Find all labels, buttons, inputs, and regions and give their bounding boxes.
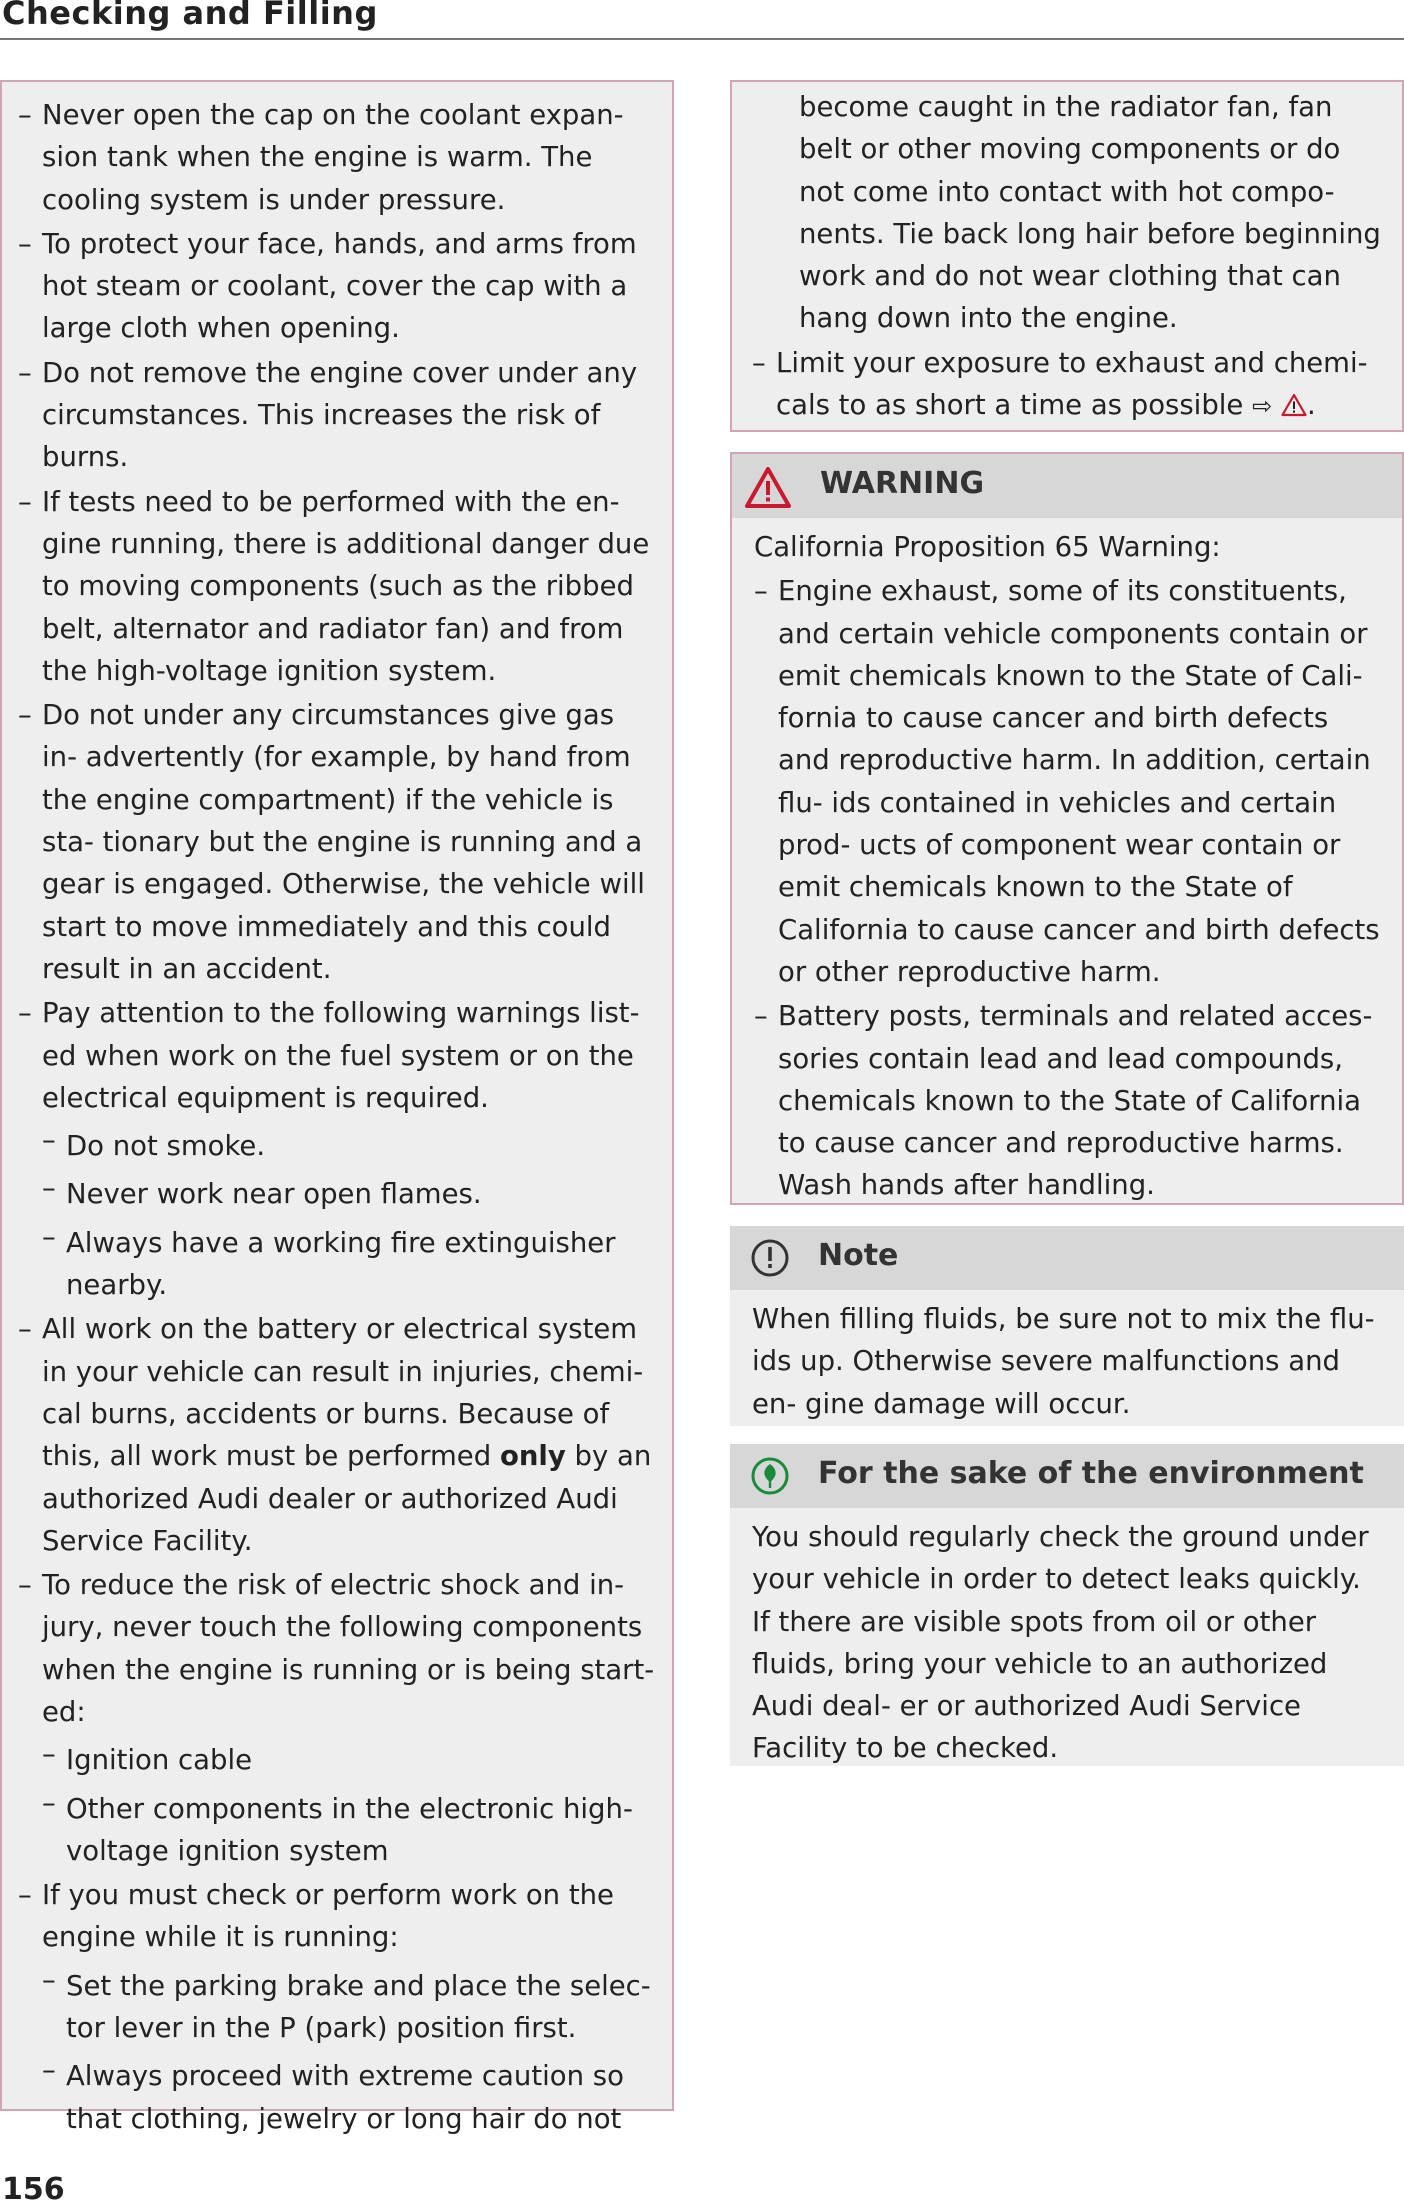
list-item: – Engine exhaust, some of its constituents, and certain vehicle components contain or emit chemicals known to the State of Cali- fornia to cause cancer and birth defects and reproductive harm. In addition, certain flu- ids contained in vehicles and certain prod- ucts of component wear contain or emit chemicals known to the State of California to cause cancer and birth defects or other reproductive harm. bbox=[754, 570, 1380, 993]
sub-list-item: – Always have a working fire extinguisher nearby. bbox=[42, 1216, 656, 1307]
warning-triangle-icon bbox=[744, 466, 792, 510]
list-item: – If tests need to be performed with the en- gine running, there is additional danger due to moving components (such as the ribbed belt, alternator and radiator fan) and from the high-voltage ignition system. bbox=[18, 481, 656, 692]
dash-bullet: – bbox=[18, 99, 32, 131]
warning-title: WARNING bbox=[820, 466, 985, 501]
sub-list-item: – Always proceed with extreme caution so that clothing, jewelry or long hair do not bbox=[42, 2049, 656, 2140]
dash-bullet: – bbox=[18, 1569, 32, 1602]
list-item: – Limit your exposure to exhaust and chemi- cals to as short a time as possible ⇨ . bbox=[752, 342, 1382, 428]
environment-box bbox=[730, 1444, 1404, 1766]
dash-bullet: – bbox=[18, 1879, 32, 1912]
dash-bullet: – bbox=[18, 1313, 32, 1346]
warning-intro: California Proposition 65 Warning: bbox=[754, 531, 1221, 563]
dash-bullet: – bbox=[18, 699, 32, 732]
dash-bullet: – bbox=[18, 227, 32, 260]
sub-list-item: – Other components in the electronic high- voltage ignition system bbox=[42, 1782, 656, 1873]
dash-bullet: – bbox=[42, 1738, 56, 1771]
dash-bullet: – bbox=[18, 997, 32, 1030]
dash-bullet: – bbox=[42, 1172, 56, 1205]
note-box bbox=[730, 1226, 1404, 1426]
warning-header bbox=[732, 454, 1402, 518]
dash-bullet: – bbox=[42, 1124, 56, 1157]
continuation-text: become caught in the radiator fan, fan belt or other moving components or do not come into contact with hot compo- nents. Tie back long hair before beginning work and do not wear clothing that can hang down into the engine. bbox=[799, 91, 1381, 335]
right-continuation-box bbox=[730, 80, 1404, 432]
dash-bullet: – bbox=[754, 575, 768, 608]
warning-box bbox=[730, 452, 1404, 1205]
dash-bullet: – bbox=[42, 1786, 56, 1819]
dash-bullet: – bbox=[42, 2054, 56, 2087]
note-header bbox=[730, 1226, 1404, 1290]
warning-triangle-icon bbox=[1281, 393, 1307, 417]
dash-bullet: – bbox=[18, 356, 32, 389]
list-item: – All work on the battery or electrical system in your vehicle can result in injuries, chemi- cal burns, accidents or burns. Because of this, all work must be performed only by an authorized Audi dealer or authorized Audi Service Facility. bbox=[18, 1308, 656, 1562]
list-item: – To reduce the risk of electric shock and in- jury, never touch the following components when the engine is running or is being start- ed: bbox=[18, 1564, 656, 1733]
exclamation-circle-icon bbox=[750, 1238, 790, 1278]
tree-leaf-icon bbox=[750, 1456, 790, 1496]
list-item: – To protect your face, hands, and arms from hot steam or coolant, cover the cap with a large cloth when opening. bbox=[18, 223, 656, 350]
environment-header bbox=[730, 1444, 1404, 1508]
dash-bullet: – bbox=[752, 346, 766, 379]
sub-list-item: – Do not smoke. bbox=[42, 1119, 656, 1167]
list-item: – Do not remove the engine cover under any circumstances. This increases the risk of burns. bbox=[18, 352, 656, 479]
page-number: 156 bbox=[2, 2172, 65, 2207]
dash-bullet: – bbox=[42, 1963, 56, 1996]
warning-body bbox=[732, 518, 1402, 1207]
sub-list-item: – Ignition cable bbox=[42, 1733, 656, 1781]
sub-list-item: – Set the parking brake and place the selec- tor lever in the P (park) position first. bbox=[42, 1959, 656, 2050]
note-title: Note bbox=[818, 1238, 899, 1273]
arrow-right-icon: ⇨ bbox=[1252, 392, 1273, 421]
environment-body: You should regularly check the ground under your vehicle in order to detect leaks quickly. If there are visible spots from oil or other fluids, bring your vehicle to an authorized Audi deal- er or authorized Audi Service Facility to be checked. bbox=[752, 1521, 1369, 1765]
list-item: – Pay attention to the following warnings list- ed when work on the fuel system or on the electrical equipment is required. bbox=[18, 992, 656, 1119]
left-warning-box bbox=[0, 80, 674, 2135]
list-item: – If you must check or perform work on the engine while it is running: bbox=[18, 1874, 656, 1959]
list-item: – Battery posts, terminals and related acces- sories contain lead and lead compounds, chemicals known to the State of California to cause cancer and reproductive harms. Wash hands after handling. bbox=[754, 995, 1380, 1206]
list-item: – Do not under any circumstances give gas in- advertently (for example, by hand from the engine compartment) if the vehicle is sta- tionary but the engine is running and a gear is engaged. Otherwise, the vehicle will start to move immediately and this could result in an accident. bbox=[18, 694, 656, 990]
sub-list-item: – Never work near open flames. bbox=[42, 1167, 656, 1215]
environment-title: For the sake of the environment bbox=[818, 1456, 1364, 1491]
dash-bullet: – bbox=[42, 1220, 56, 1253]
note-body: When filling fluids, be sure not to mix the flu- ids up. Otherwise severe malfunctions and en- gine damage will occur. bbox=[752, 1303, 1375, 1420]
dash-bullet: – bbox=[754, 1000, 768, 1033]
dash-bullet: – bbox=[18, 485, 32, 518]
page-title: Checking and Filling bbox=[2, 0, 378, 32]
page-header bbox=[0, 0, 1404, 40]
list-item: – Never open the cap on the coolant expan- sion tank when the engine is warm. The cooling system is under pressure. bbox=[18, 94, 656, 221]
emphasis-only: only bbox=[499, 1440, 566, 1473]
